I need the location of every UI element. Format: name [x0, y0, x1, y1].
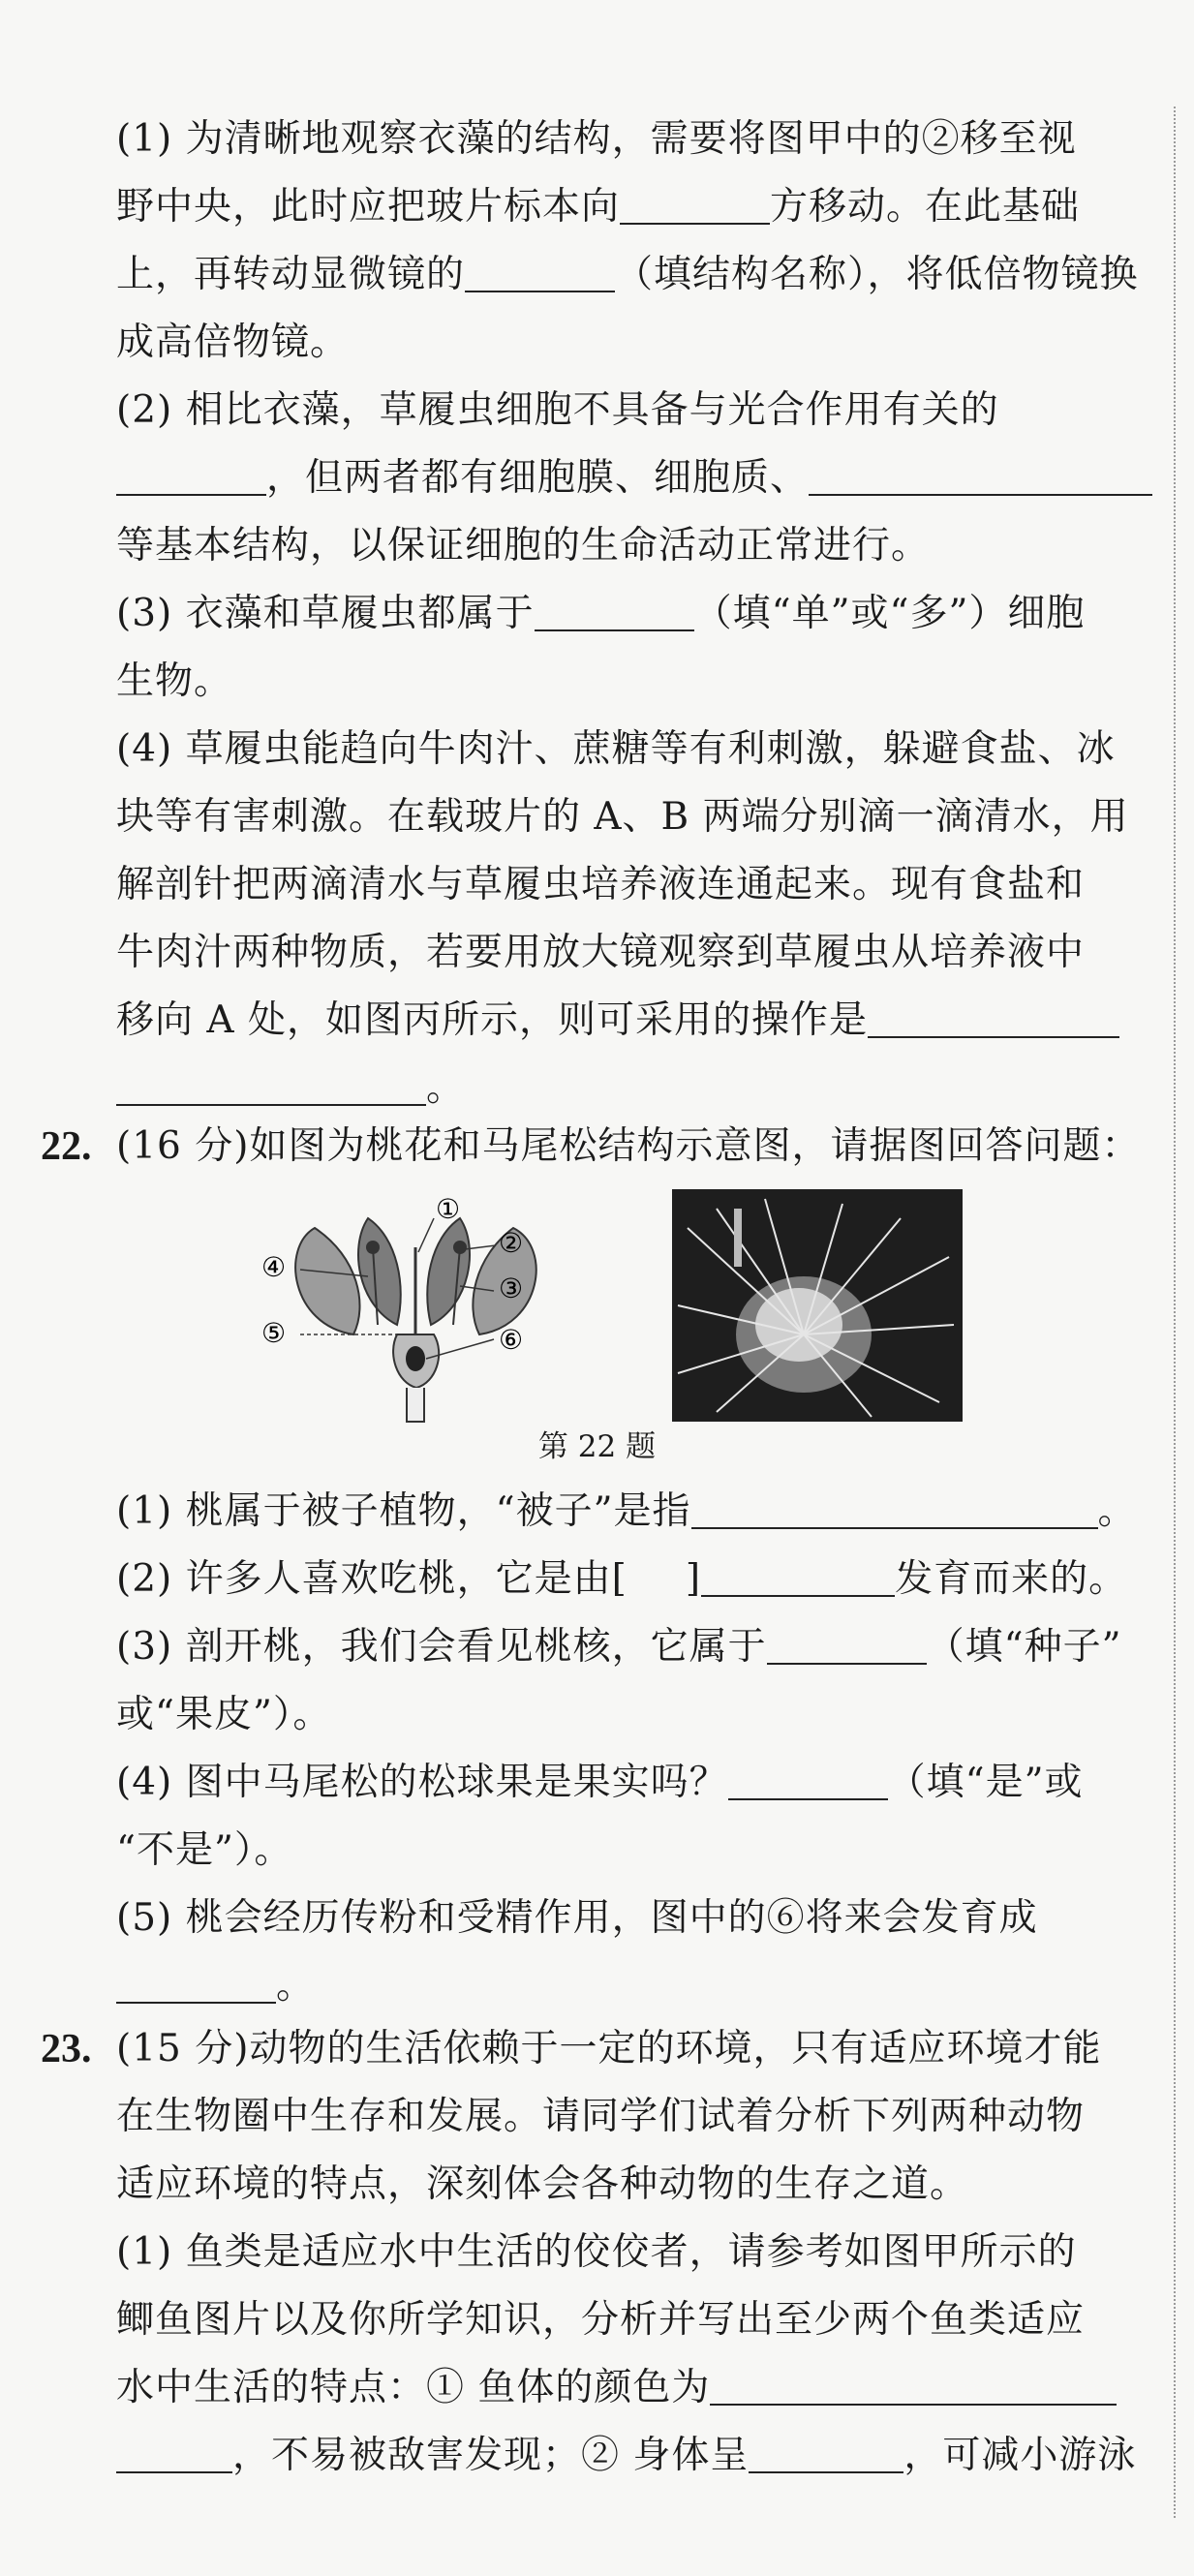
q23-part1-text-c: ，可减小游泳: [903, 2434, 1137, 2477]
question-22-number: 22.: [41, 1124, 92, 1169]
q21-part4-line4: 牛肉汁两种物质，若要用放大镜观察到草履虫从培养液中: [116, 931, 1086, 974]
q21-part4-line5: [116, 996, 1119, 1046]
answer-blank-body-shape[interactable]: [749, 2433, 903, 2473]
q22-part5-line1: (5) 桃会经历传粉和受精作用，图中的⑥将来会发育成: [116, 1896, 1038, 1940]
answer-blank-cell-structure[interactable]: [809, 455, 1152, 496]
q21-part3-line2: 生物。: [116, 659, 233, 703]
figure-svg: [261, 1189, 978, 1441]
q21-part1-line3: [116, 250, 1139, 300]
answer-blank-operation-a[interactable]: [868, 997, 1119, 1038]
q21-part1-line2: [116, 182, 1080, 232]
q22-part1-text: (1) 桃属于被子植物，“被子”是指: [116, 1489, 691, 1533]
q22-part4-text-b: （填“是”或: [887, 1761, 1084, 1804]
label-5: ⑤: [261, 1317, 287, 1349]
q21-part2-line1: (2) 相比衣藻，草履虫细胞不具备与光合作用有关的: [116, 388, 999, 432]
q22-part2-text-b: ]: [685, 1557, 702, 1601]
q21-part3-text-a: (3) 衣藻和草履虫都属于: [116, 592, 535, 635]
answer-blank-organelle[interactable]: [116, 455, 266, 496]
q21-part1-text-d: （填结构名称），将低倍物镜换: [615, 253, 1139, 296]
question-22-figure: [261, 1189, 978, 1441]
q23-part1-line1: (1) 鱼类是适应水中生活的佼佼者，请参考如图甲所示的: [116, 2230, 1077, 2274]
q23-part1-text-b: ，不易被敌害发现；② 身体呈: [232, 2434, 750, 2477]
answer-blank-structure[interactable]: [465, 252, 615, 292]
q22-part3-line1: [116, 1622, 1122, 1672]
label-6: ⑥: [499, 1324, 524, 1356]
q22-part1-line: [116, 1487, 1137, 1537]
q23-part1-line4: [116, 2431, 1136, 2481]
q22-part2-text-a: (2) 许多人喜欢吃桃，它是由[: [116, 1557, 628, 1601]
q22-part4-line1: [116, 1758, 1084, 1808]
q22-part5-line2: [116, 1961, 315, 2011]
q23-intro-line3: 适应环境的特点，深刻体会各种动物的生存之道。: [116, 2162, 969, 2206]
q22-part3-text-a: (3) 剖开桃，我们会看见桃核，它属于: [116, 1625, 767, 1669]
q21-part4-text-end: 。: [426, 1066, 466, 1110]
answer-blank-direction[interactable]: [620, 184, 770, 225]
answer-blank-bei-zi[interactable]: [691, 1488, 1098, 1529]
answer-blank-single-multi[interactable]: [535, 591, 694, 631]
q22-part3-line2: 或“果皮”）。: [116, 1693, 332, 1736]
q23-part1-line2: 鲫鱼图片以及你所学知识，分析并写出至少两个鱼类适应: [116, 2298, 1086, 2342]
q23-part1-line3: [116, 2363, 1117, 2413]
page-edge-dotted-line: [1174, 107, 1177, 2518]
answer-blank-origin[interactable]: [701, 1556, 895, 1597]
answer-blank-fish-color-cont[interactable]: [116, 2433, 232, 2473]
label-3: ③: [499, 1273, 524, 1304]
answer-blank-fruit-yes-no[interactable]: [728, 1760, 888, 1800]
q21-part4-line6: [116, 1063, 465, 1114]
q22-part2-line: [116, 1554, 1127, 1605]
label-2: ②: [499, 1227, 524, 1259]
q21-part3-line1: [116, 589, 1085, 639]
question-23-number: 23.: [41, 2027, 92, 2071]
q22-part1-end: 。: [1097, 1489, 1137, 1533]
q21-part4-line2: 块等有害刺激。在载玻片的 A、B 两端分别滴一滴清水，用: [116, 795, 1129, 839]
label-1: ①: [436, 1193, 461, 1225]
q21-part2-line3: 等基本结构，以保证细胞的生命活动正常进行。: [116, 524, 931, 567]
q22-part4-line2: “不是”）。: [116, 1828, 293, 1872]
q23-intro-line1: (15 分)动物的生活依赖于一定的环境，只有适应环境才能: [116, 2027, 1102, 2070]
question-22-intro: (16 分)如图为桃花和马尾松结构示意图，请据图回答问题：: [116, 1124, 1141, 1168]
pine-cone-photo: [672, 1189, 963, 1422]
answer-blank-operation-b[interactable]: [116, 1065, 426, 1106]
q23-intro-line2: 在生物圈中生存和发展。请同学们试着分析下列两种动物: [116, 2095, 1086, 2138]
peach-flower-diagram: [261, 1193, 536, 1422]
q21-part2-line2: [116, 453, 1152, 504]
q22-part2-text-c: 发育而来的。: [895, 1557, 1128, 1601]
q21-part1-text-b: 方移动。在此基础: [770, 185, 1081, 229]
q21-part4-line3: 解剖针把两滴清水与草履虫培养液连通起来。现有食盐和: [116, 863, 1086, 906]
q21-part4-line1: (4) 草履虫能趋向牛肉汁、蔗糖等有利刺激，躲避食盐、冰: [116, 727, 1116, 771]
answer-blank-seed-pericarp[interactable]: [767, 1624, 927, 1665]
q21-part1-text-c: 上，再转动显微镜的: [116, 253, 466, 296]
q22-part5-end: 。: [276, 1964, 316, 2008]
q21-part1-text-a: 野中央，此时应把玻片标本向: [116, 185, 621, 229]
q21-part4-text-a: 移向 A 处，如图丙所示，则可采用的操作是: [116, 998, 868, 1042]
answer-blank-develop[interactable]: [116, 1963, 276, 2004]
label-4: ④: [261, 1251, 287, 1283]
q23-part1-text-a: 水中生活的特点：① 鱼体的颜色为: [116, 2366, 711, 2409]
figure-caption: 第 22 题: [537, 1429, 657, 1464]
q21-part3-text-b: （填“单”或“多”）细胞: [693, 592, 1086, 635]
q22-part3-text-b: （填“种子”: [926, 1625, 1122, 1669]
q21-part1-line4: 成高倍物镜。: [116, 321, 350, 364]
q21-part2-text-a: ，但两者都有细胞膜、细胞质、: [266, 456, 810, 500]
q22-part4-text-a: (4) 图中马尾松的松球果是果实吗？: [116, 1761, 728, 1804]
q21-part1-line1: (1) 为清晰地观察衣藻的结构，需要将图甲中的②移至视: [116, 117, 1077, 161]
answer-blank-fish-color[interactable]: [710, 2365, 1117, 2406]
